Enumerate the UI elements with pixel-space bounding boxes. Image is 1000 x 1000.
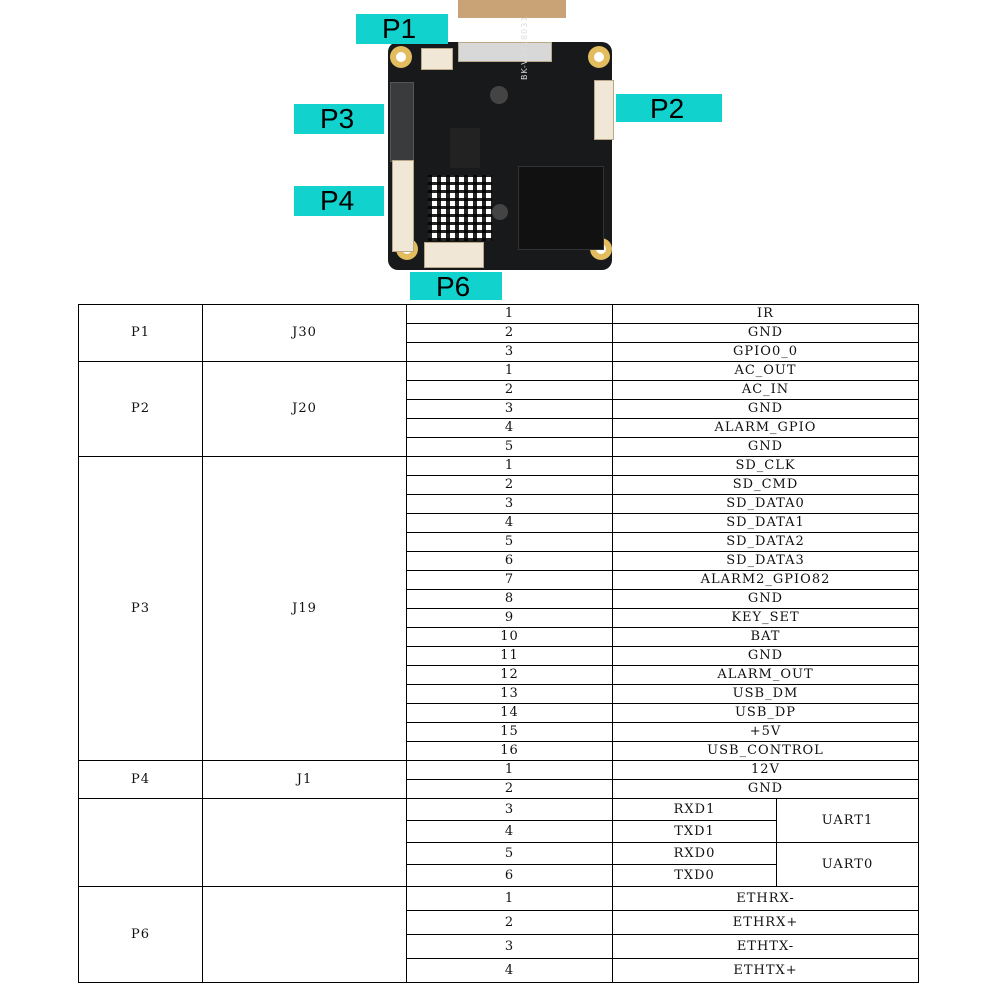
pin-num: 7 (407, 571, 613, 590)
pin-signal: ALARM2_GPIO82 (613, 571, 919, 590)
pin-signal: ETHTX- (613, 935, 919, 959)
uart-group: UART0 (777, 843, 919, 887)
connector-j20 (594, 80, 614, 140)
label-p4: P4 (294, 186, 384, 216)
pin-num: 5 (407, 438, 613, 457)
pin-num: 3 (407, 400, 613, 419)
pin-signal: SD_CLK (613, 457, 919, 476)
pin-num: 3 (407, 495, 613, 514)
pin-signal: 12V (613, 761, 919, 780)
label-p6: P6 (410, 272, 502, 300)
pin-num: 1 (407, 761, 613, 780)
pin-signal: SD_DATA1 (613, 514, 919, 533)
pin-num: 10 (407, 628, 613, 647)
connector-j19 (390, 82, 414, 162)
pin-num: 3 (407, 343, 613, 362)
pin-num: 12 (407, 666, 613, 685)
pin-signal: AC_OUT (613, 362, 919, 381)
connector-j1 (392, 160, 414, 252)
pin-num: 4 (407, 821, 613, 843)
ribbon-cable (458, 0, 566, 18)
pin-num: 5 (407, 843, 613, 865)
uart-group: UART1 (777, 799, 919, 843)
pinout-table (78, 304, 919, 983)
table-row (79, 457, 919, 476)
pin-signal: +5V (613, 723, 919, 742)
mount-hole-top-left (390, 46, 412, 68)
pin-num: 2 (407, 911, 613, 935)
pin-signal: GND (613, 647, 919, 666)
qr-code-sticker (428, 175, 492, 241)
connector-j30 (421, 48, 453, 70)
pin-num: 14 (407, 704, 613, 723)
pin-signal: SD_DATA0 (613, 495, 919, 514)
silkscreen-text: BK-V2018031 (520, 15, 529, 80)
pin-num: 5 (407, 533, 613, 552)
component-chip (450, 128, 480, 168)
pin-signal: TXD1 (613, 821, 777, 843)
label-p2: P2 (616, 94, 722, 122)
connector-cell (203, 799, 407, 887)
soc-chip (518, 166, 604, 250)
pin-signal: GND (613, 780, 919, 799)
pin-signal: GND (613, 324, 919, 343)
connector-cell: J19 (203, 457, 407, 761)
table-row (79, 305, 919, 324)
pin-num: 2 (407, 780, 613, 799)
connector-cell: J20 (203, 362, 407, 457)
mount-hole-top-right (588, 46, 610, 68)
pin-signal: ETHRX+ (613, 911, 919, 935)
pin-signal: ETHRX- (613, 887, 919, 911)
pin-signal: GND (613, 438, 919, 457)
header-cell: P4 (79, 761, 203, 799)
table-row (79, 761, 919, 780)
pin-signal: SD_DATA3 (613, 552, 919, 571)
pin-signal: SD_CMD (613, 476, 919, 495)
board-photo (0, 0, 1000, 300)
pin-signal: KEY_SET (613, 609, 919, 628)
pin-signal: TXD0 (613, 865, 777, 887)
pin-signal: BAT (613, 628, 919, 647)
pin-signal: ALARM_GPIO (613, 419, 919, 438)
pin-num: 13 (407, 685, 613, 704)
pin-num: 3 (407, 799, 613, 821)
pin-num: 6 (407, 552, 613, 571)
pin-num: 1 (407, 887, 613, 911)
pin-signal: GND (613, 400, 919, 419)
table-row (79, 362, 919, 381)
pin-num: 1 (407, 305, 613, 324)
pin-signal: ALARM_OUT (613, 666, 919, 685)
pin-signal: USB_DP (613, 704, 919, 723)
pin-num: 1 (407, 457, 613, 476)
pin-num: 16 (407, 742, 613, 761)
pin-num: 2 (407, 324, 613, 343)
pin-signal: USB_CONTROL (613, 742, 919, 761)
connector-cell (203, 887, 407, 983)
label-p3: P3 (294, 104, 384, 134)
pin-signal: IR (613, 305, 919, 324)
header-cell: P1 (79, 305, 203, 362)
pin-num: 11 (407, 647, 613, 666)
header-cell (79, 799, 203, 887)
pin-signal: ETHTX+ (613, 959, 919, 983)
connector-cell: J30 (203, 305, 407, 362)
screw-icon (490, 86, 508, 104)
pin-num: 2 (407, 476, 613, 495)
label-p1: P1 (356, 14, 448, 44)
table-row (79, 799, 919, 821)
header-cell: P6 (79, 887, 203, 983)
pin-signal: AC_IN (613, 381, 919, 400)
screw-icon (492, 204, 508, 220)
connector-p6 (424, 242, 484, 268)
pin-signal: RXD0 (613, 843, 777, 865)
pin-signal: RXD1 (613, 799, 777, 821)
pin-num: 6 (407, 865, 613, 887)
pin-num: 9 (407, 609, 613, 628)
table-row (79, 887, 919, 911)
pin-signal: USB_DM (613, 685, 919, 704)
pin-num: 15 (407, 723, 613, 742)
pin-num: 3 (407, 935, 613, 959)
pin-num: 4 (407, 419, 613, 438)
pin-signal: GPIO0_0 (613, 343, 919, 362)
fpc-connector (458, 42, 552, 62)
pin-num: 1 (407, 362, 613, 381)
header-cell: P2 (79, 362, 203, 457)
pin-signal: GND (613, 590, 919, 609)
pin-num: 8 (407, 590, 613, 609)
pin-signal: SD_DATA2 (613, 533, 919, 552)
pin-num: 2 (407, 381, 613, 400)
header-cell: P3 (79, 457, 203, 761)
connector-cell: J1 (203, 761, 407, 799)
pin-num: 4 (407, 959, 613, 983)
pin-num: 4 (407, 514, 613, 533)
